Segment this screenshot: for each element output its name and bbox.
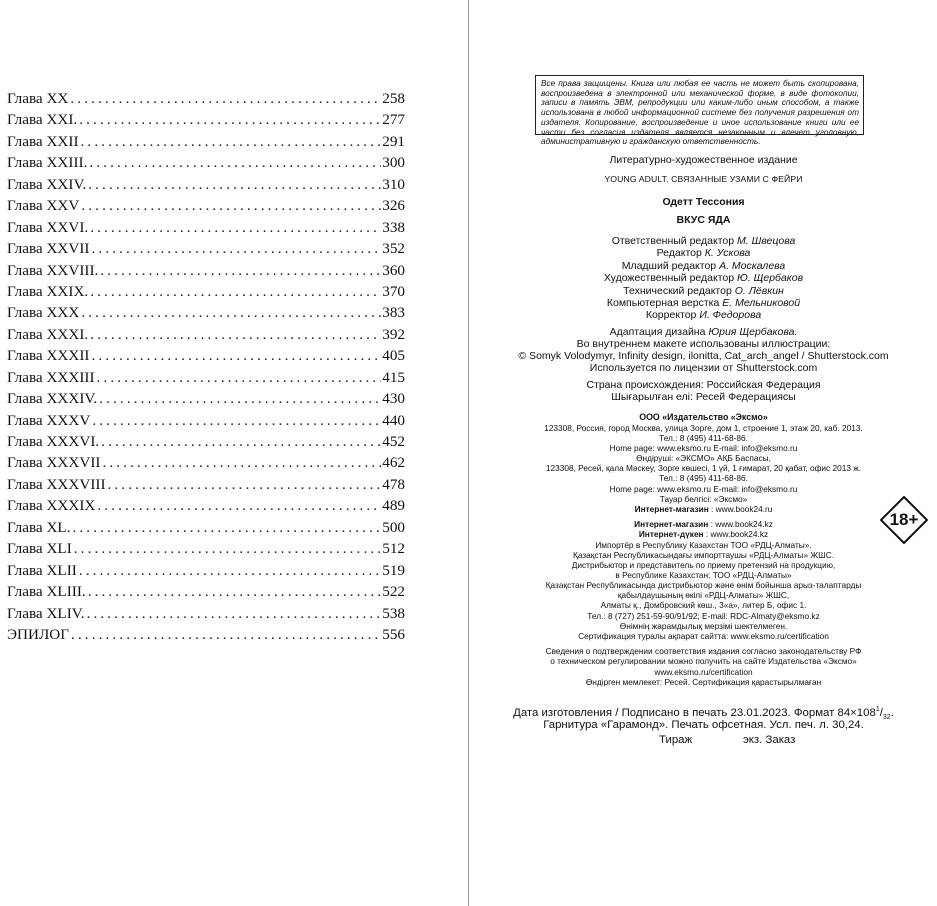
toc-leader-dots	[87, 152, 381, 173]
design-adaptation	[470, 326, 937, 338]
toc-leader-dots	[90, 410, 381, 431]
toc-entry-page: 405	[382, 347, 405, 365]
toc-entry-page: 392	[382, 325, 405, 343]
toc-entry	[7, 603, 405, 624]
toc-entry-page: 519	[382, 561, 405, 579]
toc-entry-page: 556	[382, 625, 405, 643]
conformity-line-2: о техническом регулировании можно получить на сайте Издательства «Эксмо»	[550, 656, 857, 666]
toc-entry-page: 489	[382, 497, 405, 515]
toc-entry-page: 352	[382, 240, 405, 258]
toc-entry-page: 512	[382, 540, 405, 558]
toc-entry-title: Глава XLI	[7, 540, 72, 558]
toc-entry-title: Глава XXXI.	[7, 325, 89, 343]
toc-entry-title: Глава XXVII	[7, 240, 90, 258]
toc-leader-dots	[86, 174, 381, 195]
toc-entry-page: 326	[382, 197, 405, 215]
toc-entry-title: Глава XLII	[7, 561, 77, 579]
license-line: Используется по лицензии от Shutterstock.com	[589, 362, 818, 374]
staff-role: Младший редактор	[621, 259, 717, 272]
staff-credit	[470, 285, 937, 297]
toc-entry-page: 538	[382, 604, 405, 622]
conformity-kz: Өндірген мемлекет: Ресей. Сертификация қарастырылмаған	[585, 677, 822, 687]
online-shop-ru	[470, 504, 937, 514]
staff-role: Корректор	[645, 309, 697, 322]
toc-leader-dots	[77, 560, 381, 581]
toc-leader-dots	[90, 238, 382, 259]
distributor-kz-line-2: қабылдаушының өкілі «РДЦ-Алматы» ЖШС,	[617, 590, 790, 600]
toc-entry-title: Глава XXIX.	[7, 282, 89, 300]
toc-entry-page: 383	[382, 304, 405, 322]
country-of-origin: Страна происхождения: Российская Федерация	[586, 379, 821, 391]
toc-entry	[7, 581, 405, 602]
toc-entry	[7, 109, 405, 130]
toc-leader-dots	[99, 431, 381, 452]
staff-credit	[470, 247, 937, 259]
toc-entry-page: 440	[382, 411, 405, 429]
toc-leader-dots	[72, 538, 381, 559]
toc-entry	[7, 538, 405, 559]
toc-entry-page: 370	[382, 282, 405, 300]
toc-entry-title: Глава XXIII.	[7, 154, 88, 172]
design-adaptation-label: Адаптация дизайна	[609, 326, 706, 338]
toc-entry	[7, 302, 405, 323]
book-title: ВКУС ЯДА	[676, 214, 731, 226]
toc-leader-dots	[98, 260, 381, 281]
toc-entry-title: Глава XLIII.	[7, 583, 86, 601]
toc-entry-page: 258	[382, 90, 405, 107]
toc-leader-dots	[79, 195, 381, 216]
staff-role: Художественный редактор	[603, 272, 735, 285]
toc-leader-dots	[88, 281, 381, 302]
toc-entry-page: 338	[382, 218, 405, 236]
publisher-phone: Тел.: 8 (495) 411-68-86.	[659, 433, 748, 443]
almaty-phone: Тел.: 8 (727) 251-59-90/91/92; E-mail: RDC-Almaty@eksmo.kz	[587, 611, 820, 621]
importer: Импортёр в Республику Казахстан ТОО «РДЦ-Алматы».	[595, 540, 812, 550]
importer-kz: Қазақстан Республикасындағы импорттаушы «РДЦ-Алматы» ЖШС.	[573, 550, 834, 560]
toc-entry	[7, 131, 405, 152]
toc-entry-title: Глава XXXVIII	[7, 475, 106, 493]
almaty-address: Алматы қ., Домбровский көш., 3«а», литер Б, офис 1.	[600, 600, 807, 610]
online-shop-kz-label: Интернет-магазин	[634, 519, 709, 529]
toc-entry-page: 277	[382, 111, 405, 129]
toc-entry	[7, 410, 405, 431]
conformity-line-1: Сведения о подтверждении соответствия издания согласно законодательству РФ	[545, 646, 862, 656]
page-divider	[468, 0, 469, 906]
toc-entry	[7, 260, 405, 281]
toc-entry	[7, 324, 405, 345]
toc-leader-dots	[68, 88, 381, 109]
age-rating-badge	[880, 496, 928, 544]
kz-address: 123308, Ресей, қала Мәскеу, Зорге көшесі, 1 үй, 1 ғимарат, 20 қабат, офис 2013 ж.	[545, 463, 862, 473]
order-label: экз. Заказ	[743, 734, 796, 746]
online-shop-ru-url: : www.book24.ru	[708, 504, 773, 514]
toc-entry-title: Глава XX	[7, 90, 69, 107]
staff-role: Ответственный редактор	[611, 235, 735, 247]
trademark: Тауар белгісі: «Эксмо»	[659, 494, 748, 504]
table-of-contents	[7, 88, 405, 645]
kz-phone: Тел.: 8 (495) 411-68-86.	[659, 473, 748, 483]
online-shop-ru-label: Интернет-магазин	[634, 504, 709, 514]
distributor-kz-line-1: Қазақстан Республикасында дистрибьютор және өнім бойынша арыз-талаптарды	[545, 580, 862, 590]
toc-entry-title: Глава XXX	[7, 304, 80, 322]
toc-leader-dots	[88, 324, 381, 345]
online-shop-kz-url: : www.book24.kz	[708, 519, 773, 529]
toc-entry-title: Глава XXXIV.	[7, 390, 98, 408]
toc-entry	[7, 517, 405, 538]
toc-entry	[7, 452, 405, 473]
toc-entry-page: 310	[382, 175, 405, 193]
staff-name: М. Швецова	[737, 235, 796, 247]
toc-entry-title: Глава XXXV	[7, 411, 91, 429]
publisher-web: Home page: www.eksmo.ru E-mail: info@eksmo.ru	[609, 443, 798, 453]
toc-entry-title: Глава XXII	[7, 132, 79, 150]
toc-entry-page: 452	[382, 433, 405, 450]
staff-role: Компьютерная верстка	[606, 297, 720, 310]
toc-entry	[7, 388, 405, 409]
conformity-line-3: www.eksmo.ru/certification	[654, 667, 753, 677]
staff-role: Редактор	[656, 247, 702, 260]
toc-entry	[7, 367, 405, 388]
staff-name: И. Федорова	[699, 309, 762, 322]
toc-entry-title: Глава XXI.	[7, 111, 78, 129]
toc-entry	[7, 624, 405, 645]
toc-entry-title: Глава XXVI.	[7, 218, 89, 236]
edition-type: Литературно-художественное издание	[609, 154, 798, 166]
format-numerator: 1	[875, 706, 880, 713]
toc-entry-title: Глава XXV	[7, 197, 80, 215]
series-name: YOUNG ADULT. СВЯЗАННЫЕ УЗАМИ С ФЕЙРИ	[604, 174, 803, 184]
imprint-page	[470, 0, 937, 906]
toc-entry	[7, 345, 405, 366]
staff-name: К. Ускова	[704, 247, 751, 260]
publisher-name: ООО «Издательство «Эксмо»	[639, 412, 768, 422]
staff-list	[470, 235, 937, 322]
toc-leader-dots	[95, 367, 382, 388]
toc-entry-title: Глава XXIV.	[7, 175, 87, 193]
online-shop-kz2-label: Интернет-дүкен	[638, 529, 704, 539]
toc-entry-page: 500	[382, 518, 405, 536]
design-adaptation-name: Юрия Щербакова.	[708, 326, 798, 338]
toc-leader-dots	[79, 131, 382, 152]
staff-name: А. Москалева	[719, 259, 786, 272]
toc-entry-page: 478	[382, 475, 405, 493]
toc-entry	[7, 281, 405, 302]
toc-entry-title: Глава XXXVII	[7, 454, 101, 472]
online-shop-kz2	[470, 529, 937, 539]
illustrations-credit: © Somyk Volodymyr, Infinity design, ilonitta, Cat_arch_angel / Shutterstock.com	[518, 350, 889, 362]
age-rating: 18+	[889, 510, 919, 529]
toc-entry	[7, 217, 405, 238]
toc-leader-dots	[90, 345, 382, 366]
toc-leader-dots	[85, 603, 382, 624]
country-of-origin-kz: Шығарылған елі: Ресей Федерациясы	[611, 391, 796, 403]
staff-credit	[470, 309, 937, 321]
toc-entry	[7, 174, 405, 195]
online-shop-kz	[470, 519, 937, 529]
toc-entry	[7, 88, 405, 109]
staff-credit	[470, 235, 937, 247]
certification-info: Сертификация туралы ақпарат сайтта: www.eksmo.ru/certification	[578, 631, 829, 641]
staff-credit	[470, 260, 937, 272]
toc-entry-title: Глава XXXIX	[7, 497, 96, 515]
print-date-line: Дата изготовления / Подписано в печать 23.01.2023. Формат $84\times 108^1/_{32}$.	[513, 706, 894, 722]
toc-entry-title: Глава XXVIII.	[7, 261, 99, 279]
staff-name: О. Лёвкин	[734, 284, 784, 297]
distributor-line-2: в Республике Казахстан: ТОО «РДЦ-Алматы»	[615, 570, 792, 580]
staff-credit	[470, 297, 937, 309]
toc-entry-title: Глава XXXII	[7, 347, 90, 365]
toc-entry-title: Глава XXXVI.	[7, 433, 100, 450]
typeface-line: Гарнитура «Гарамонд». Печать офсетная. Усл. печ. л. 30,24.	[543, 719, 864, 731]
toc-leader-dots	[88, 217, 381, 238]
toc-entry-page: 291	[382, 132, 405, 150]
staff-name: Е. Мельниковой	[722, 297, 801, 310]
toc-entry	[7, 560, 405, 581]
staff-role: Технический редактор	[623, 284, 732, 297]
toc-entry-page: 522	[382, 583, 405, 601]
toc-leader-dots	[100, 452, 381, 473]
toc-entry-title: Глава XXXIII	[7, 368, 95, 386]
kz-web: Home page: www.eksmo.ru E-mail: info@eksmo.ru	[609, 484, 798, 494]
author-name: Одетт Тессония	[662, 196, 745, 208]
toc-entry-page: 360	[382, 261, 405, 279]
toc-leader-dots	[71, 517, 382, 538]
toc-entry-page: 462	[382, 454, 405, 472]
toc-leader-dots	[106, 474, 382, 495]
print-date-end: .	[890, 706, 894, 719]
copyright-notice: Все права защищены. Книга или любая ее часть не может быть скопирована, воспроизведена в электронной или механической форме, в виде фотокопии, записи в память ЭВМ, репродукции или каким-либо иным способом, а также использована в любой информационной системе без получения разрешения от издателя. Копирование, воспроизведение и иное использование книги или ее части без согласия издателя является незаконным и влечет уголовную, административную и гражданскую ответственность.	[535, 75, 864, 135]
toc-leader-dots	[77, 109, 381, 130]
toc-entry-page: 430	[382, 390, 405, 408]
toc-entry	[7, 474, 405, 495]
toc-entry	[7, 495, 405, 516]
publisher-address: 123308, Россия, город Москва, улица Зорге, дом 1, строение 1, этаж 20, каб. 2013.	[544, 423, 863, 433]
toc-entry	[7, 152, 405, 173]
online-shop-kz2-url: : www.book24.kz	[703, 529, 769, 539]
toc-leader-dots	[97, 388, 381, 409]
illustrations-line: Во внутреннем макете использованы иллюстрации:	[576, 338, 831, 350]
print-run-label: Тираж	[659, 734, 693, 746]
staff-name: Ю. Щербаков	[737, 272, 804, 285]
distributor-line-1: Дистрибьютор и представитель по приему претензий на продукцию,	[571, 560, 836, 570]
toc-leader-dots	[69, 624, 381, 645]
toc-entry-page: 300	[382, 154, 405, 172]
toc-leader-dots	[86, 581, 382, 602]
toc-entry	[7, 238, 405, 259]
validity-note: Өнімнің жарамдылық мерзімі шектелмеген.	[619, 621, 788, 631]
toc-leader-dots	[79, 302, 381, 323]
toc-entry-page: 415	[382, 368, 405, 386]
staff-credit	[470, 272, 937, 284]
kz-manufacturer: Өндіруші: «ЭКСМО» АҚБ Баспасы,	[636, 453, 771, 463]
toc-leader-dots	[95, 495, 381, 516]
toc-entry-title: Глава XL.	[7, 518, 71, 536]
toc-entry	[7, 195, 405, 216]
toc-entry-title: Глава XLIV.	[7, 604, 85, 622]
toc-entry-title: ЭПИЛОГ	[7, 625, 70, 643]
format-denominator: 32	[882, 714, 891, 722]
toc-entry	[7, 431, 405, 452]
print-date-text: Дата изготовления / Подписано в печать 23.01.2023. Формат 84×108	[513, 706, 876, 719]
